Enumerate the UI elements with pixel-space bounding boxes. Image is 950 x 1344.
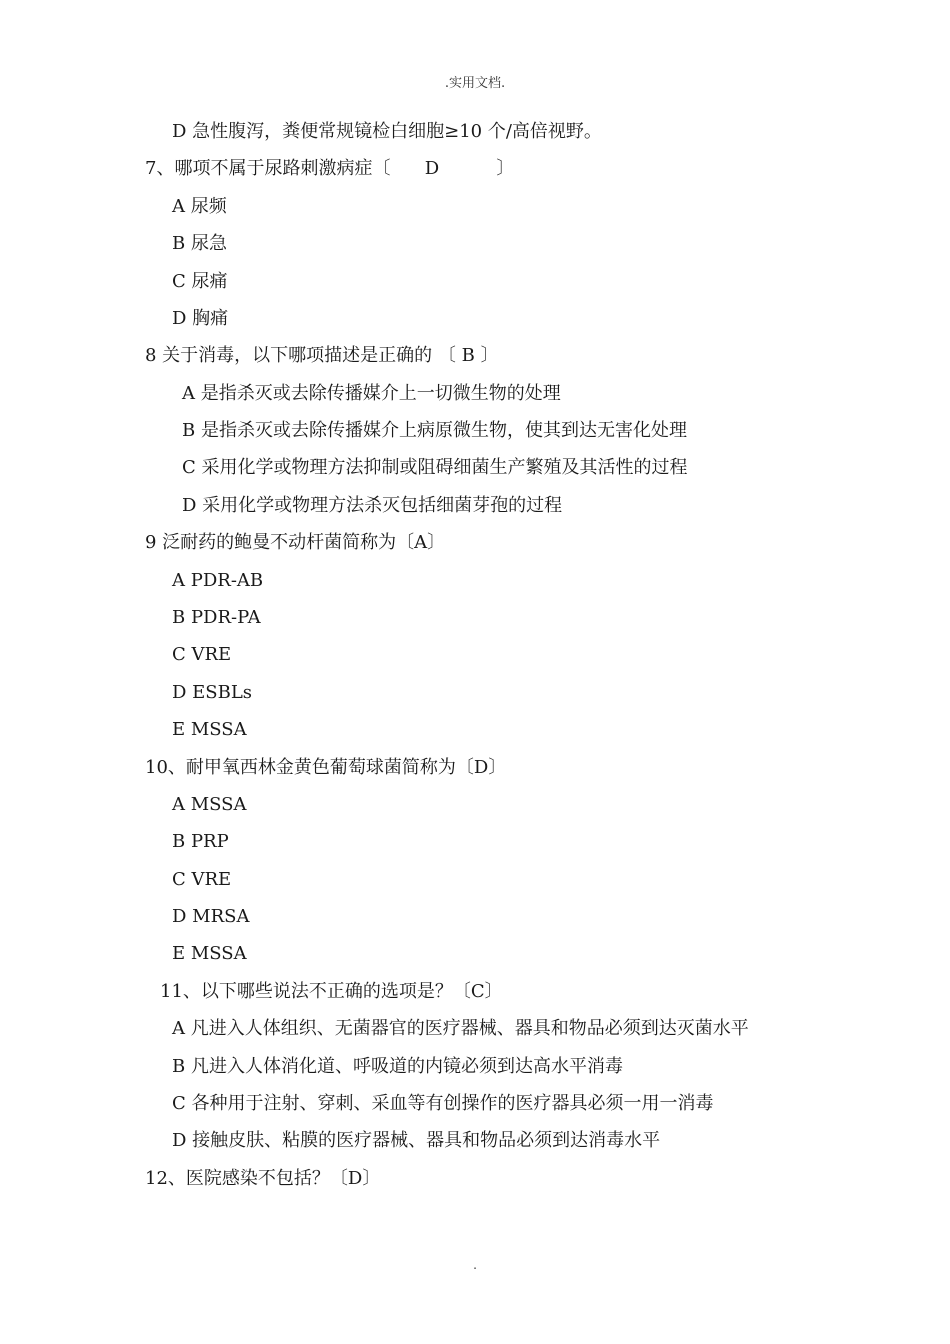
document-line: D MRSA [172, 906, 250, 927]
document-line: D ESBLs [172, 682, 253, 703]
document-line: 9 泛耐药的鲍曼不动杆菌简称为〔A〕 [145, 532, 446, 553]
document-line: 7、哪项不属于尿路刺激病症〔 D 〕 [145, 158, 515, 179]
document-line: E MSSA [172, 719, 247, 740]
document-line: D 采用化学或物理方法杀灭包括细菌芽孢的过程 [182, 495, 563, 516]
document-line: B PRP [172, 831, 229, 852]
document-line: E MSSA [172, 943, 247, 964]
document-line: D 急性腹泻，粪便常规镜检白细胞≥10 个/高倍视野。 [172, 121, 602, 142]
page-footer: . [473, 1258, 477, 1272]
document-line: C 采用化学或物理方法抑制或阻碍细菌生产繁殖及其活性的过程 [182, 457, 688, 478]
document-line: A 尿频 [172, 196, 227, 217]
document-line: A PDR-AB [172, 570, 264, 591]
page-header: .实用文档. [444, 76, 506, 91]
document-line: B 是指杀灭或去除传播媒介上病原微生物，使其到达无害化处理 [182, 420, 687, 441]
document-line: B 凡进入人体消化道、呼吸道的内镜必须到达高水平消毒 [172, 1056, 623, 1077]
document-line: 11、以下哪些说法不正确的选项是？〔C〕 [160, 981, 503, 1002]
document-line: C 各种用于注射、穿刺、采血等有创操作的医疗器具必须一用一消毒 [172, 1093, 714, 1114]
document-line: B 尿急 [172, 233, 227, 254]
document-line: 10、耐甲氧西林金黄色葡萄球菌简称为〔D〕 [145, 757, 507, 778]
document-line: A 是指杀灭或去除传播媒介上一切微生物的处理 [182, 383, 561, 404]
document-line: D 接触皮肤、粘膜的医疗器械、器具和物品必须到达消毒水平 [172, 1130, 661, 1151]
document-line: A 凡进入人体组织、无菌器官的医疗器械、器具和物品必须到达灭菌水平 [172, 1018, 749, 1039]
document-line: 8 关于消毒，以下哪项描述是正确的 〔 B 〕 [145, 345, 499, 366]
document-line: D 胸痛 [172, 308, 229, 329]
document-line: C 尿痛 [172, 271, 228, 292]
document-line: 12、医院感染不包括？〔D〕 [145, 1168, 381, 1189]
document-line: A MSSA [172, 794, 247, 815]
document-line: C VRE [172, 869, 232, 890]
document-line: C VRE [172, 644, 232, 665]
document-line: B PDR-PA [172, 607, 261, 628]
